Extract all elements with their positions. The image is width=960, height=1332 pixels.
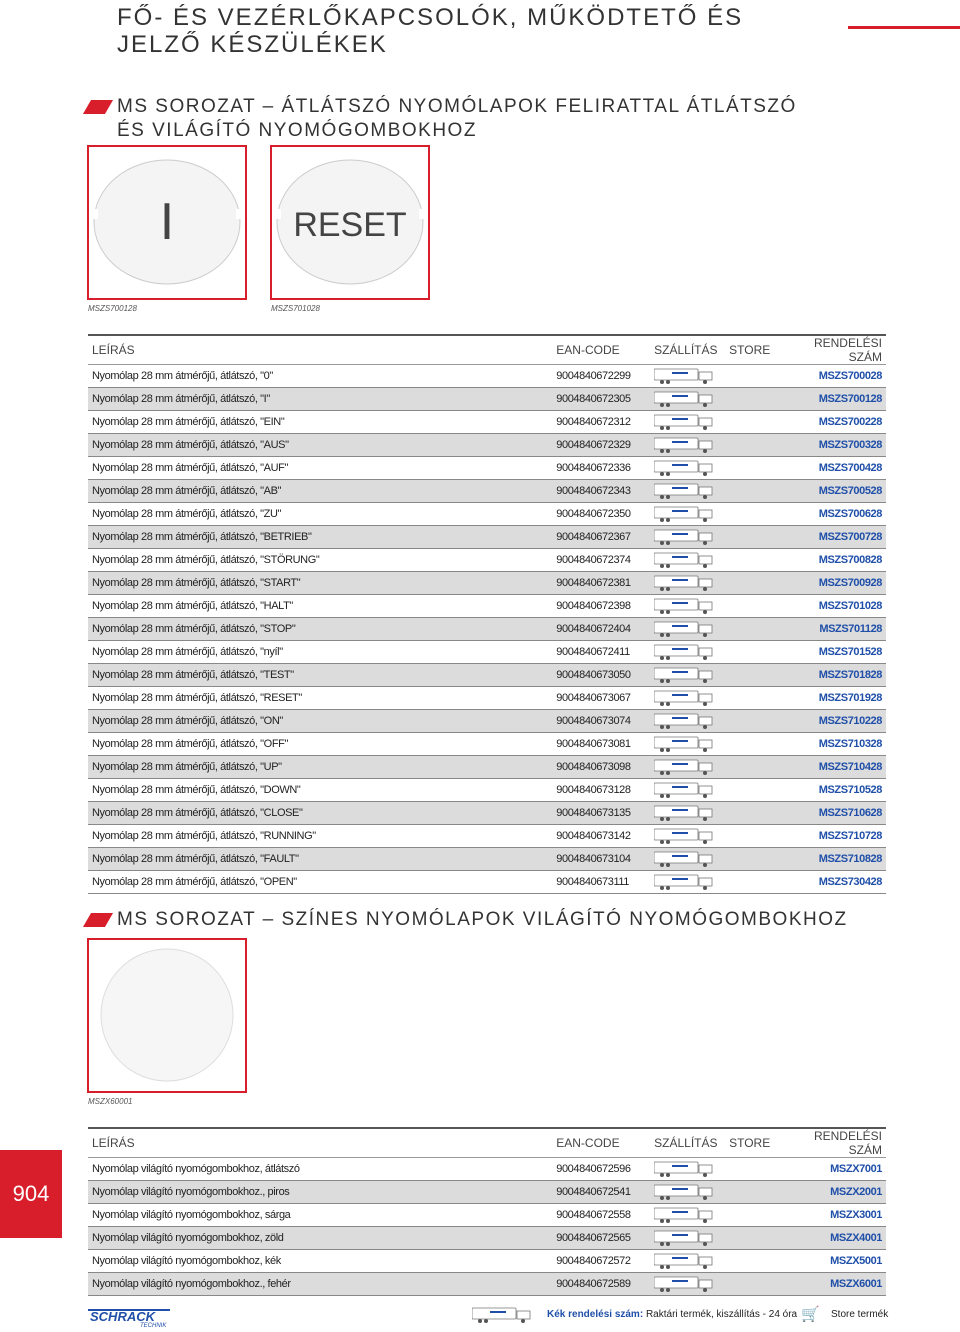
row-order-number: MSZS730428 <box>774 871 886 894</box>
truck-icon <box>654 370 716 382</box>
row-description: Nyomólap világító nyomógombokhoz, átlátszó <box>88 1158 552 1181</box>
image-code-1: MSZS700128 <box>88 304 137 313</box>
row-store <box>725 1273 774 1296</box>
row-order-number: MSZS710828 <box>774 848 886 871</box>
schrack-logo <box>88 1306 170 1328</box>
image-code-2: MSZS701028 <box>271 304 320 313</box>
row-order-number: MSZS700128 <box>774 388 886 411</box>
row-shipping <box>650 365 725 388</box>
truck-icon <box>654 508 716 520</box>
row-description: Nyomólap 28 mm átmérőjű, átlátszó, "BETRIEB" <box>88 526 552 549</box>
row-store <box>725 848 774 871</box>
row-ean: 9004840673135 <box>552 802 650 825</box>
push-plate-i-icon <box>89 147 245 298</box>
col-header-store: STORE <box>725 335 774 365</box>
row-ean: 9004840672558 <box>552 1204 650 1227</box>
table-row <box>88 365 886 388</box>
row-store <box>725 480 774 503</box>
legend-truck-icon <box>472 1306 534 1324</box>
row-shipping <box>650 1181 725 1204</box>
row-store <box>725 618 774 641</box>
col-header-ean: EAN-CODE <box>552 1128 650 1158</box>
row-ean: 9004840672381 <box>552 572 650 595</box>
row-store <box>725 503 774 526</box>
legend-blue <box>547 1309 797 1320</box>
table-row <box>88 802 886 825</box>
row-shipping <box>650 871 725 894</box>
row-shipping <box>650 572 725 595</box>
row-ean: 9004840672350 <box>552 503 650 526</box>
table-row <box>88 733 886 756</box>
legend-blue-label: Kék rendelési szám: <box>547 1309 644 1320</box>
page-number: 904 <box>0 1150 62 1238</box>
truck-icon <box>654 554 716 566</box>
row-shipping <box>650 1227 725 1250</box>
truck-icon <box>654 1186 716 1198</box>
truck-icon <box>654 1278 716 1290</box>
row-shipping <box>650 802 725 825</box>
row-shipping <box>650 434 725 457</box>
row-shipping <box>650 618 725 641</box>
row-description: Nyomólap 28 mm átmérőjű, átlátszó, "FAULT" <box>88 848 552 871</box>
row-shipping <box>650 457 725 480</box>
row-shipping <box>650 687 725 710</box>
truck-icon <box>654 738 716 750</box>
table-row <box>88 572 886 595</box>
row-store <box>725 388 774 411</box>
row-store <box>725 434 774 457</box>
svg-text:SCHRACK: SCHRACK <box>90 1309 155 1324</box>
row-order-number: MSZX3001 <box>774 1204 886 1227</box>
truck-icon <box>654 853 716 865</box>
legend-store-text: Store termék <box>831 1309 889 1320</box>
truck-icon <box>654 462 716 474</box>
plate-label-i: I <box>159 193 175 251</box>
row-ean: 9004840672411 <box>552 641 650 664</box>
row-ean: 9004840673074 <box>552 710 650 733</box>
row-description: Nyomólap 28 mm átmérőjű, átlátszó, "OPEN" <box>88 871 552 894</box>
row-order-number: MSZS700328 <box>774 434 886 457</box>
row-shipping <box>650 1158 725 1181</box>
table-row <box>88 549 886 572</box>
truck-icon <box>654 646 716 658</box>
row-shipping <box>650 549 725 572</box>
push-plate-reset-icon <box>272 147 428 298</box>
row-description: Nyomólap 28 mm átmérőjű, átlátszó, "nyíl" <box>88 641 552 664</box>
table-row <box>88 1181 886 1204</box>
row-ean: 9004840672305 <box>552 388 650 411</box>
table-row <box>88 480 886 503</box>
row-shipping <box>650 710 725 733</box>
row-ean: 9004840672541 <box>552 1181 650 1204</box>
row-order-number: MSZS710428 <box>774 756 886 779</box>
truck-icon <box>654 761 716 773</box>
row-store <box>725 687 774 710</box>
row-description: Nyomólap világító nyomógombokhoz., piros <box>88 1181 552 1204</box>
col-header-ean: EAN-CODE <box>552 335 650 365</box>
svg-text:TECHNIK: TECHNIK <box>140 1323 167 1328</box>
plate-label-reset: RESET <box>293 206 407 244</box>
row-shipping <box>650 411 725 434</box>
row-ean: 9004840672367 <box>552 526 650 549</box>
table-row <box>88 664 886 687</box>
row-shipping <box>650 756 725 779</box>
row-shipping <box>650 388 725 411</box>
row-store <box>725 641 774 664</box>
table-row <box>88 756 886 779</box>
table-header-row <box>88 1128 886 1158</box>
col-header-ship: SZÁLLÍTÁS <box>650 335 725 365</box>
row-order-number: MSZS701928 <box>774 687 886 710</box>
product-image-2 <box>270 145 430 300</box>
row-order-number: MSZS700628 <box>774 503 886 526</box>
row-description: Nyomólap 28 mm átmérőjű, átlátszó, "HALT" <box>88 595 552 618</box>
truck-icon <box>654 807 716 819</box>
row-description: Nyomólap 28 mm átmérőjű, átlátszó, "RUNNING" <box>88 825 552 848</box>
row-order-number: MSZS701528 <box>774 641 886 664</box>
row-store <box>725 871 774 894</box>
table-row <box>88 687 886 710</box>
row-ean: 9004840672404 <box>552 618 650 641</box>
section2-title: MS SOROZAT – SZÍNES NYOMÓLAPOK VILÁGÍTÓ NYOMÓGOMBOKHOZ <box>117 909 848 930</box>
truck-icon <box>654 784 716 796</box>
row-order-number: MSZS700828 <box>774 549 886 572</box>
truck-icon <box>654 416 716 428</box>
row-order-number: MSZX4001 <box>774 1227 886 1250</box>
row-store <box>725 457 774 480</box>
row-shipping <box>650 664 725 687</box>
truck-icon <box>654 1255 716 1267</box>
row-ean: 9004840672589 <box>552 1273 650 1296</box>
table-row <box>88 848 886 871</box>
row-ean: 9004840672596 <box>552 1158 650 1181</box>
row-store <box>725 710 774 733</box>
row-order-number: MSZS700928 <box>774 572 886 595</box>
row-store <box>725 1181 774 1204</box>
row-shipping <box>650 848 725 871</box>
col-header-ship: SZÁLLÍTÁS <box>650 1128 725 1158</box>
row-shipping <box>650 1273 725 1296</box>
table-row <box>88 779 886 802</box>
row-shipping <box>650 595 725 618</box>
product-image-1 <box>87 145 247 300</box>
row-store <box>725 411 774 434</box>
row-description: Nyomólap 28 mm átmérőjű, átlátszó, "UP" <box>88 756 552 779</box>
row-store <box>725 1204 774 1227</box>
table-row <box>88 1273 886 1296</box>
truck-icon <box>654 1232 716 1244</box>
table-row <box>88 595 886 618</box>
truck-icon <box>654 830 716 842</box>
page-title: FŐ- ÉS VEZÉRLŐKAPCSOLÓK, MŰKÖDTETŐ ÉS JELZŐ KÉSZÜLÉKEK <box>117 4 744 58</box>
row-store <box>725 779 774 802</box>
row-ean: 9004840673067 <box>552 687 650 710</box>
row-order-number: MSZS710728 <box>774 825 886 848</box>
row-ean: 9004840672572 <box>552 1250 650 1273</box>
section-bullet-icon <box>83 100 113 114</box>
row-store <box>725 1227 774 1250</box>
row-store <box>725 756 774 779</box>
row-order-number: MSZS701028 <box>774 595 886 618</box>
row-ean: 9004840673111 <box>552 871 650 894</box>
row-store <box>725 825 774 848</box>
row-store <box>725 549 774 572</box>
row-store <box>725 1158 774 1181</box>
col-header-store: STORE <box>725 1128 774 1158</box>
col-header-order: RENDELÉSI SZÁM <box>774 1128 886 1158</box>
row-store <box>725 802 774 825</box>
row-store <box>725 572 774 595</box>
row-ean: 9004840673098 <box>552 756 650 779</box>
shopping-cart-icon: 🛒 <box>801 1306 820 1323</box>
row-description: Nyomólap 28 mm átmérőjű, átlátszó, "STOP" <box>88 618 552 641</box>
row-ean: 9004840672398 <box>552 595 650 618</box>
row-order-number: MSZS701128 <box>774 618 886 641</box>
product-image-3 <box>87 938 247 1093</box>
row-ean: 9004840673104 <box>552 848 650 871</box>
row-description: Nyomólap világító nyomógombokhoz, kék <box>88 1250 552 1273</box>
truck-icon <box>654 600 716 612</box>
row-order-number: MSZX7001 <box>774 1158 886 1181</box>
row-description: Nyomólap 28 mm átmérőjű, átlátszó, "AUS" <box>88 434 552 457</box>
row-description: Nyomólap 28 mm átmérőjű, átlátszó, "START" <box>88 572 552 595</box>
truck-icon <box>654 669 716 681</box>
row-order-number: MSZS700728 <box>774 526 886 549</box>
row-shipping <box>650 641 725 664</box>
table-row <box>88 1250 886 1273</box>
row-shipping <box>650 526 725 549</box>
row-shipping <box>650 779 725 802</box>
row-store <box>725 526 774 549</box>
row-order-number: MSZS710628 <box>774 802 886 825</box>
row-ean: 9004840672299 <box>552 365 650 388</box>
col-header-desc: LEÍRÁS <box>88 1128 552 1158</box>
row-order-number: MSZS710328 <box>774 733 886 756</box>
row-ean: 9004840673050 <box>552 664 650 687</box>
row-ean: 9004840672312 <box>552 411 650 434</box>
section-bullet-icon <box>83 913 113 927</box>
row-shipping <box>650 503 725 526</box>
table-row <box>88 503 886 526</box>
table-row <box>88 434 886 457</box>
row-ean: 9004840672565 <box>552 1227 650 1250</box>
table-row <box>88 710 886 733</box>
row-order-number: MSZS700528 <box>774 480 886 503</box>
table-row <box>88 411 886 434</box>
row-order-number: MSZS701828 <box>774 664 886 687</box>
table-header-row <box>88 335 886 365</box>
table-row <box>88 1227 886 1250</box>
row-description: Nyomólap világító nyomógombokhoz, sárga <box>88 1204 552 1227</box>
truck-icon <box>654 692 716 704</box>
truck-icon <box>654 439 716 451</box>
row-order-number: MSZX6001 <box>774 1273 886 1296</box>
row-store <box>725 595 774 618</box>
row-order-number: MSZS700428 <box>774 457 886 480</box>
truck-icon <box>654 485 716 497</box>
row-description: Nyomólap 28 mm átmérőjű, átlátszó, "AUF" <box>88 457 552 480</box>
table-row <box>88 526 886 549</box>
row-ean: 9004840672329 <box>552 434 650 457</box>
section1-title: MS SOROZAT – ÁTLÁTSZÓ NYOMÓLAPOK FELIRATTAL ÁTLÁTSZÓ ÉS VILÁGÍTÓ NYOMÓGOMBOKHOZ <box>117 96 797 141</box>
row-store <box>725 365 774 388</box>
row-description: Nyomólap 28 mm átmérőjű, átlátszó, "EIN" <box>88 411 552 434</box>
row-description: Nyomólap 28 mm átmérőjű, átlátszó, "RESET" <box>88 687 552 710</box>
row-shipping <box>650 733 725 756</box>
row-description: Nyomólap világító nyomógombokhoz., fehér <box>88 1273 552 1296</box>
image-code-3: MSZX60001 <box>88 1097 133 1106</box>
row-description: Nyomólap 28 mm átmérőjű, átlátszó, "TEST" <box>88 664 552 687</box>
table-row <box>88 618 886 641</box>
truck-icon <box>654 393 716 405</box>
truck-icon <box>654 1209 716 1221</box>
row-description: Nyomólap 28 mm átmérőjű, átlátszó, "0" <box>88 365 552 388</box>
row-store <box>725 1250 774 1273</box>
row-description: Nyomólap 28 mm átmérőjű, átlátszó, "ZU" <box>88 503 552 526</box>
table-row <box>88 825 886 848</box>
row-description: Nyomólap 28 mm átmérőjű, átlátszó, "OFF" <box>88 733 552 756</box>
row-store <box>725 733 774 756</box>
product-table-1 <box>88 334 886 894</box>
row-description: Nyomólap 28 mm átmérőjű, átlátszó, "STÖRUNG" <box>88 549 552 572</box>
col-header-order: RENDELÉSI SZÁM <box>774 335 886 365</box>
row-order-number: MSZX2001 <box>774 1181 886 1204</box>
table-row <box>88 388 886 411</box>
truck-icon <box>654 623 716 635</box>
row-order-number: MSZS700028 <box>774 365 886 388</box>
table-row <box>88 871 886 894</box>
row-shipping <box>650 1204 725 1227</box>
truck-icon <box>654 577 716 589</box>
row-description: Nyomólap 28 mm átmérőjű, átlátszó, "CLOSE" <box>88 802 552 825</box>
row-ean: 9004840672343 <box>552 480 650 503</box>
header-accent-line <box>848 26 960 29</box>
row-description: Nyomólap 28 mm átmérőjű, átlátszó, "AB" <box>88 480 552 503</box>
row-shipping <box>650 480 725 503</box>
row-order-number: MSZS700228 <box>774 411 886 434</box>
row-description: Nyomólap 28 mm átmérőjű, átlátszó, "I" <box>88 388 552 411</box>
row-description: Nyomólap 28 mm átmérőjű, átlátszó, "ON" <box>88 710 552 733</box>
row-order-number: MSZS710228 <box>774 710 886 733</box>
row-ean: 9004840673128 <box>552 779 650 802</box>
table-row <box>88 1204 886 1227</box>
table-row <box>88 641 886 664</box>
table-row <box>88 1158 886 1181</box>
col-header-desc: LEÍRÁS <box>88 335 552 365</box>
truck-icon <box>654 1163 716 1175</box>
row-ean: 9004840672374 <box>552 549 650 572</box>
legend-blue-text: Raktári termék, kiszállítás - 24 óra <box>645 1309 798 1320</box>
truck-icon <box>654 531 716 543</box>
product-table-2 <box>88 1127 886 1296</box>
row-shipping <box>650 1250 725 1273</box>
row-shipping <box>650 825 725 848</box>
colored-plate-icon <box>89 940 245 1091</box>
row-description: Nyomólap 28 mm átmérőjű, átlátszó, "DOWN" <box>88 779 552 802</box>
table-row <box>88 457 886 480</box>
truck-icon <box>654 715 716 727</box>
row-ean: 9004840672336 <box>552 457 650 480</box>
row-order-number: MSZS710528 <box>774 779 886 802</box>
truck-icon <box>654 876 716 888</box>
row-order-number: MSZX5001 <box>774 1250 886 1273</box>
row-ean: 9004840673142 <box>552 825 650 848</box>
row-store <box>725 664 774 687</box>
row-description: Nyomólap világító nyomógombokhoz, zöld <box>88 1227 552 1250</box>
row-ean: 9004840673081 <box>552 733 650 756</box>
